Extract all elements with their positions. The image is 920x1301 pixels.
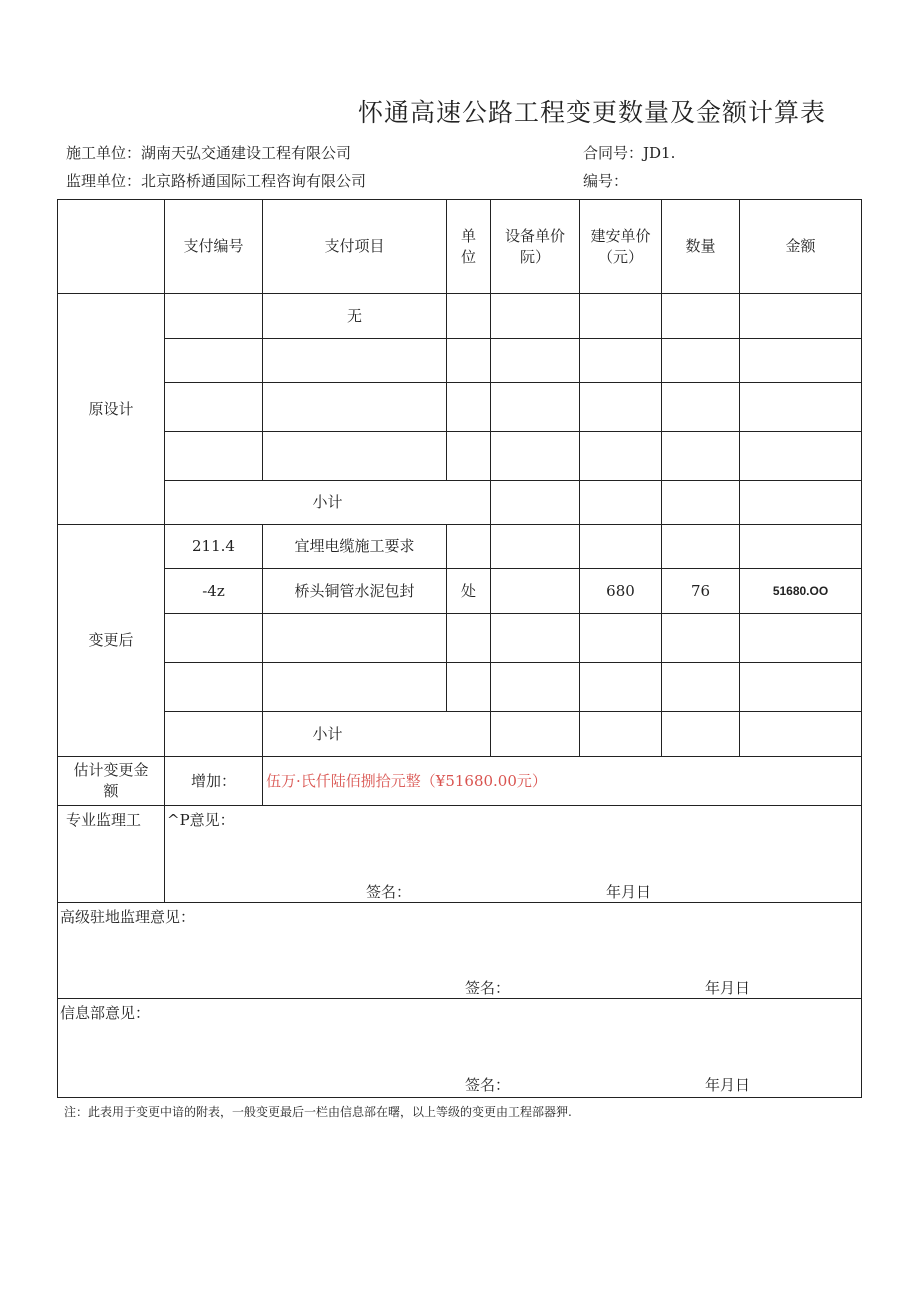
engineer-opinion-label-right: ^P意见： [167, 811, 235, 829]
increase-value: 伍万·氏仟陆佰捌拾元整（¥51680.00元） [266, 771, 547, 790]
header-payment-item: 支付项目 [324, 237, 385, 255]
senior-date-label: 年月日 [705, 979, 751, 997]
increase-label: 增加： [190, 771, 236, 790]
construction-unit: 施工单位：湖南天弘交通建设工程有限公司 [66, 144, 352, 162]
header-equipment-price [491, 200, 579, 293]
changed-row1-item: 宜埋电缆施工要求 [294, 537, 415, 555]
info-opinion-label: 信息部意见： [60, 1004, 151, 1022]
section-changed-label: 变更后 [88, 631, 134, 649]
header-unit [447, 200, 490, 293]
footnote: 注：此表用于变更中谙的附表，一般变更最后一栏由信息部在曙，以上等级的变更由工程部器狎. [64, 1105, 572, 1119]
page-title: 怀通高速公路工程变更数量及金额计算表 [358, 98, 827, 127]
header-install-price-line2: （元） [597, 247, 643, 266]
header-quantity: 数量 [685, 237, 716, 255]
header-equipment-price-line1: 设备单价 [504, 226, 565, 245]
header-install-price [580, 200, 661, 293]
estimate-label [58, 757, 164, 805]
contract-number: 合同号：JD1. [583, 144, 676, 162]
header-payment-code: 支付编号 [183, 237, 244, 255]
header-install-price-line1: 建安单价 [590, 226, 651, 245]
engineer-sign-label: 签名： [366, 883, 412, 901]
estimate-label-line2: 额 [103, 782, 119, 800]
supervision-unit: 监理单位：北京路桥通国际工程咨询有限公司 [66, 172, 367, 190]
table-border [58, 200, 862, 1098]
header-unit-line2: 位 [460, 247, 476, 266]
info-date-label: 年月日 [705, 1076, 751, 1094]
changed-row2-code: -4z [202, 581, 225, 600]
serial-number: 编号： [583, 172, 629, 190]
info-sign-label: 签名： [465, 1076, 511, 1094]
section-original-label: 原设计 [88, 399, 134, 418]
original-subtotal-label: 小计 [312, 493, 343, 511]
changed-row2-unit: 处 [460, 581, 476, 600]
changed-subtotal-label: 小计 [312, 724, 343, 743]
header-unit-line1: 单 [460, 226, 476, 245]
changed-row2-amount: 51680.OO [772, 583, 829, 598]
estimate-label-line1: 估计变更金 [73, 761, 149, 779]
header-amount: 金额 [785, 237, 816, 255]
senior-sign-label: 签名： [465, 979, 511, 997]
changed-row1-code: 211.4 [192, 537, 235, 555]
senior-opinion-label: 高级驻地监理意见： [60, 908, 196, 926]
engineer-opinion-label-left: 专业监理工 [66, 811, 142, 829]
original-row1-item: 无 [346, 306, 362, 325]
engineer-date-label: 年月日 [606, 883, 652, 901]
changed-row2-install-price: 680 [606, 581, 635, 600]
header-equipment-price-line2: 阮） [519, 247, 550, 266]
changed-row2-item: 桥头铜管水泥包封 [294, 581, 415, 600]
changed-row2-quantity: 76 [690, 581, 711, 600]
